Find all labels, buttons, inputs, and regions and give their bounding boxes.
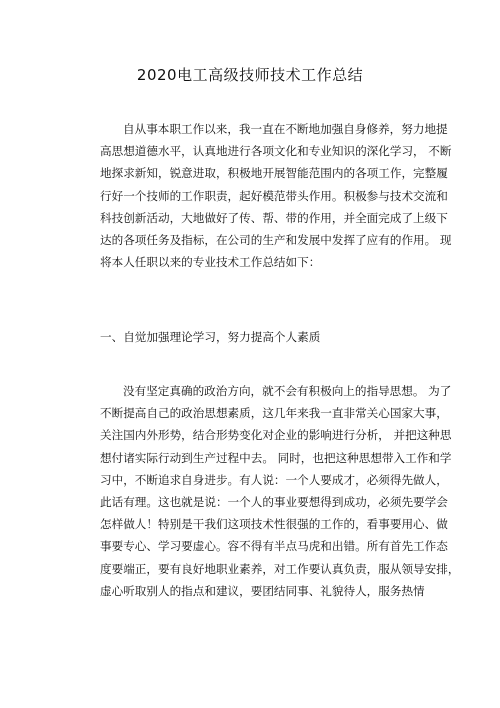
paragraph-line: 高思想道德水平，认真地进行各项文化和专业知识的深化学习， 不断	[100, 144, 452, 159]
paragraph-line: 科技创新活动，大地做好了传、帮、带的作用，并全面完成了上级下	[100, 210, 448, 225]
intro-paragraph	[100, 118, 452, 273]
section-heading	[100, 326, 408, 348]
paragraph-line: 行好一个技师的工作职责，起好模范带头作用。积极参与技术交流和	[100, 188, 448, 203]
paragraph-line: 习中，不断追求自身进步。有人说：一个人要成才，必须得先做人，	[100, 472, 448, 487]
paragraph-line: 怎样做人！特别是干我们这项技术性很强的工作的，看事要用心、做	[100, 517, 448, 532]
document-title: 2020电工高级技师技术工作总结	[136, 66, 364, 84]
paragraph-line: 没有坚定真确的政治方向，就不会有积极向上的指导思想。 为了	[123, 384, 452, 398]
section-heading-text: 一、自觉加强理论学习，努力提高个人素质	[100, 330, 321, 344]
paragraph-line: 事要专心、学习要虚心。容不得有半点马虎和出错。所有首先工作态	[100, 539, 448, 554]
paragraph-line: 关注国内外形势，结合形势变化对企业的影响进行分析， 并把这种思	[100, 428, 452, 443]
paragraph-line: 地探求新知，锐意进取，积极地开展智能范围内的各项工作，完整履	[100, 166, 448, 181]
paragraph-line: 自从事本职工作以来，我一直在不断地加强自身修养，努力地提	[123, 122, 448, 136]
section-paragraph	[100, 380, 460, 602]
paragraph-line: 此话有理。这也就是说：一个人的事业要想得到成功，必须先要学会	[100, 494, 448, 509]
paragraph-line: 度要端正，要有良好地职业素养，对工作要认真负责，服从领导安排，	[100, 561, 460, 576]
paragraph-line: 达的各项任务及指标，在公司的生产和发展中发挥了应有的作用。 现	[100, 232, 452, 247]
paragraph-line: 不断提高自己的政治思想素质，这几年来我一直非常关心国家大事，	[100, 406, 448, 421]
paragraph-line: 将本人任职以来的专业技术工作总结如下：	[100, 255, 321, 270]
paragraph-line: 想付诸实际行动到生产过程中去。 同时，也把这种思想带入工作和学	[100, 450, 452, 465]
paragraph-line: 虚心听取别人的指点和建议，要团结同事、礼貌待人，服务热情	[100, 583, 425, 598]
